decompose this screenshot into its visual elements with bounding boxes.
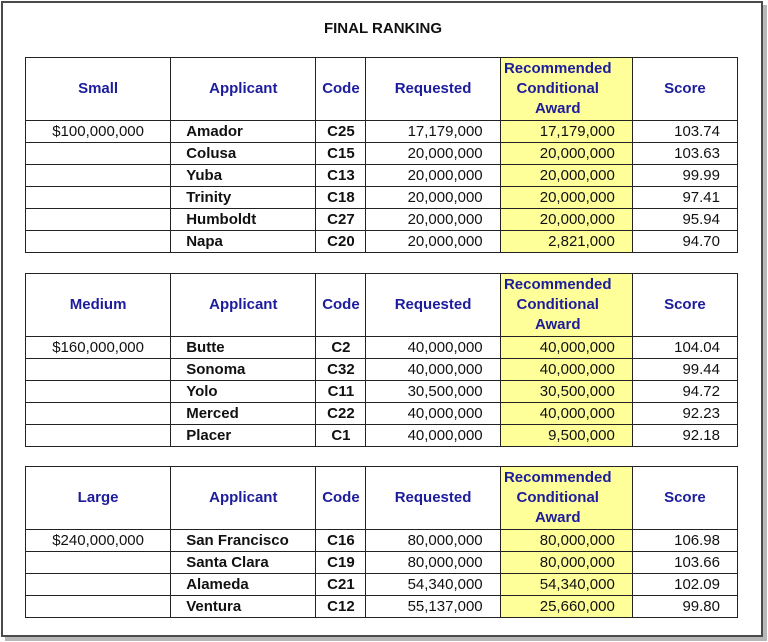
empty-cell xyxy=(26,552,171,574)
requested-amount: 80,000,000 xyxy=(366,552,500,574)
table-header-row xyxy=(26,467,738,530)
empty-cell xyxy=(26,209,171,231)
table-row xyxy=(26,574,738,596)
applicant-code: C16 xyxy=(316,530,366,552)
applicant-name: Napa xyxy=(171,231,316,253)
applicant-name: Yolo xyxy=(171,381,316,403)
empty-cell xyxy=(26,359,171,381)
recommended-header xyxy=(500,58,632,121)
requested-amount: 20,000,000 xyxy=(366,143,500,165)
requested-amount: 20,000,000 xyxy=(366,187,500,209)
empty-cell xyxy=(26,425,171,447)
applicant-code: C11 xyxy=(316,381,366,403)
recommended-award: 40,000,000 xyxy=(500,359,632,381)
empty-cell xyxy=(26,231,171,253)
table-row xyxy=(26,337,738,359)
applicant-name: Yuba xyxy=(171,165,316,187)
category-budget-amount: $160,000,000 xyxy=(26,337,171,359)
requested-header: Requested xyxy=(366,274,500,337)
recommended-header-line: Recommended xyxy=(503,469,612,486)
empty-cell xyxy=(26,596,171,618)
score-value: 94.72 xyxy=(632,381,737,403)
table-row xyxy=(26,209,738,231)
ranking-table-large xyxy=(25,466,738,618)
score-value: 99.44 xyxy=(632,359,737,381)
applicant-code: C1 xyxy=(316,425,366,447)
requested-amount: 17,179,000 xyxy=(366,121,500,143)
recommended-award: 20,000,000 xyxy=(500,187,632,209)
recommended-award: 20,000,000 xyxy=(500,143,632,165)
recommended-header-line: Conditional xyxy=(516,80,599,97)
category-budget-amount: $240,000,000 xyxy=(26,530,171,552)
recommended-award: 20,000,000 xyxy=(500,209,632,231)
requested-amount: 20,000,000 xyxy=(366,209,500,231)
score-header: Score xyxy=(632,467,737,530)
requested-amount: 80,000,000 xyxy=(366,530,500,552)
applicant-name: Sonoma xyxy=(171,359,316,381)
recommended-header-line: Award xyxy=(534,509,581,526)
table-row xyxy=(26,552,738,574)
applicant-name: Merced xyxy=(171,403,316,425)
score-value: 103.63 xyxy=(632,143,737,165)
score-value: 99.99 xyxy=(632,165,737,187)
size-category-label: Small xyxy=(26,58,171,121)
requested-header: Requested xyxy=(366,58,500,121)
table-row xyxy=(26,187,738,209)
applicant-header: Applicant xyxy=(171,58,316,121)
score-value: 106.98 xyxy=(632,530,737,552)
table-header-row xyxy=(26,58,738,121)
applicant-name: Colusa xyxy=(171,143,316,165)
empty-cell xyxy=(26,381,171,403)
recommended-header-line: Recommended xyxy=(503,276,612,293)
ranking-table-small xyxy=(25,57,738,253)
requested-amount: 30,500,000 xyxy=(366,381,500,403)
recommended-award: 80,000,000 xyxy=(500,552,632,574)
table-row xyxy=(26,425,738,447)
applicant-code: C25 xyxy=(316,121,366,143)
applicant-code: C22 xyxy=(316,403,366,425)
recommended-header xyxy=(500,274,632,337)
empty-cell xyxy=(26,187,171,209)
empty-cell xyxy=(26,574,171,596)
score-header: Score xyxy=(632,274,737,337)
applicant-code: C12 xyxy=(316,596,366,618)
score-value: 103.66 xyxy=(632,552,737,574)
recommended-award: 9,500,000 xyxy=(500,425,632,447)
empty-cell xyxy=(26,143,171,165)
requested-amount: 54,340,000 xyxy=(366,574,500,596)
code-header: Code xyxy=(316,58,366,121)
applicant-code: C32 xyxy=(316,359,366,381)
score-value: 92.23 xyxy=(632,403,737,425)
requested-amount: 40,000,000 xyxy=(366,359,500,381)
code-header: Code xyxy=(316,467,366,530)
size-category-label: Medium xyxy=(26,274,171,337)
recommended-award: 17,179,000 xyxy=(500,121,632,143)
recommended-award: 30,500,000 xyxy=(500,381,632,403)
requested-amount: 40,000,000 xyxy=(366,337,500,359)
empty-cell xyxy=(26,165,171,187)
category-budget-amount: $100,000,000 xyxy=(26,121,171,143)
score-value: 94.70 xyxy=(632,231,737,253)
requested-amount: 40,000,000 xyxy=(366,403,500,425)
recommended-award: 80,000,000 xyxy=(500,530,632,552)
score-value: 99.80 xyxy=(632,596,737,618)
applicant-name: Butte xyxy=(171,337,316,359)
score-value: 104.04 xyxy=(632,337,737,359)
applicant-code: C2 xyxy=(316,337,366,359)
score-header: Score xyxy=(632,58,737,121)
applicant-name: Santa Clara xyxy=(171,552,316,574)
recommended-award: 2,821,000 xyxy=(500,231,632,253)
requested-amount: 40,000,000 xyxy=(366,425,500,447)
applicant-code: C13 xyxy=(316,165,366,187)
recommended-header-line: Conditional xyxy=(516,489,599,506)
recommended-award: 40,000,000 xyxy=(500,403,632,425)
table-row xyxy=(26,596,738,618)
applicant-code: C27 xyxy=(316,209,366,231)
table-row xyxy=(26,359,738,381)
table-row xyxy=(26,231,738,253)
score-value: 102.09 xyxy=(632,574,737,596)
score-value: 95.94 xyxy=(632,209,737,231)
table-row xyxy=(26,403,738,425)
applicant-code: C21 xyxy=(316,574,366,596)
table-header-row xyxy=(26,274,738,337)
table-row xyxy=(26,121,738,143)
applicant-name: San Francisco xyxy=(171,530,316,552)
score-value: 92.18 xyxy=(632,425,737,447)
requested-header: Requested xyxy=(366,467,500,530)
table-row xyxy=(26,530,738,552)
applicant-code: C19 xyxy=(316,552,366,574)
recommended-award: 40,000,000 xyxy=(500,337,632,359)
recommended-header-line: Award xyxy=(534,100,581,117)
applicant-code: C18 xyxy=(316,187,366,209)
score-value: 103.74 xyxy=(632,121,737,143)
recommended-header xyxy=(500,467,632,530)
applicant-name: Alameda xyxy=(171,574,316,596)
applicant-name: Amador xyxy=(171,121,316,143)
applicant-code: C15 xyxy=(316,143,366,165)
requested-amount: 20,000,000 xyxy=(366,165,500,187)
page-title: FINAL RANKING xyxy=(323,20,443,37)
applicant-code: C20 xyxy=(316,231,366,253)
applicant-name: Trinity xyxy=(171,187,316,209)
applicant-name: Humboldt xyxy=(171,209,316,231)
requested-amount: 55,137,000 xyxy=(366,596,500,618)
applicant-name: Ventura xyxy=(171,596,316,618)
requested-amount: 20,000,000 xyxy=(366,231,500,253)
ranking-table-medium xyxy=(25,273,738,447)
recommended-award: 54,340,000 xyxy=(500,574,632,596)
size-category-label: Large xyxy=(26,467,171,530)
recommended-header-line: Recommended xyxy=(503,60,612,77)
recommended-award: 25,660,000 xyxy=(500,596,632,618)
score-value: 97.41 xyxy=(632,187,737,209)
table-row xyxy=(26,143,738,165)
recommended-header-line: Conditional xyxy=(516,296,599,313)
code-header: Code xyxy=(316,274,366,337)
applicant-header: Applicant xyxy=(171,274,316,337)
recommended-award: 20,000,000 xyxy=(500,165,632,187)
empty-cell xyxy=(26,403,171,425)
applicant-name: Placer xyxy=(171,425,316,447)
table-row xyxy=(26,381,738,403)
table-row xyxy=(26,165,738,187)
recommended-header-line: Award xyxy=(534,316,581,333)
applicant-header: Applicant xyxy=(171,467,316,530)
